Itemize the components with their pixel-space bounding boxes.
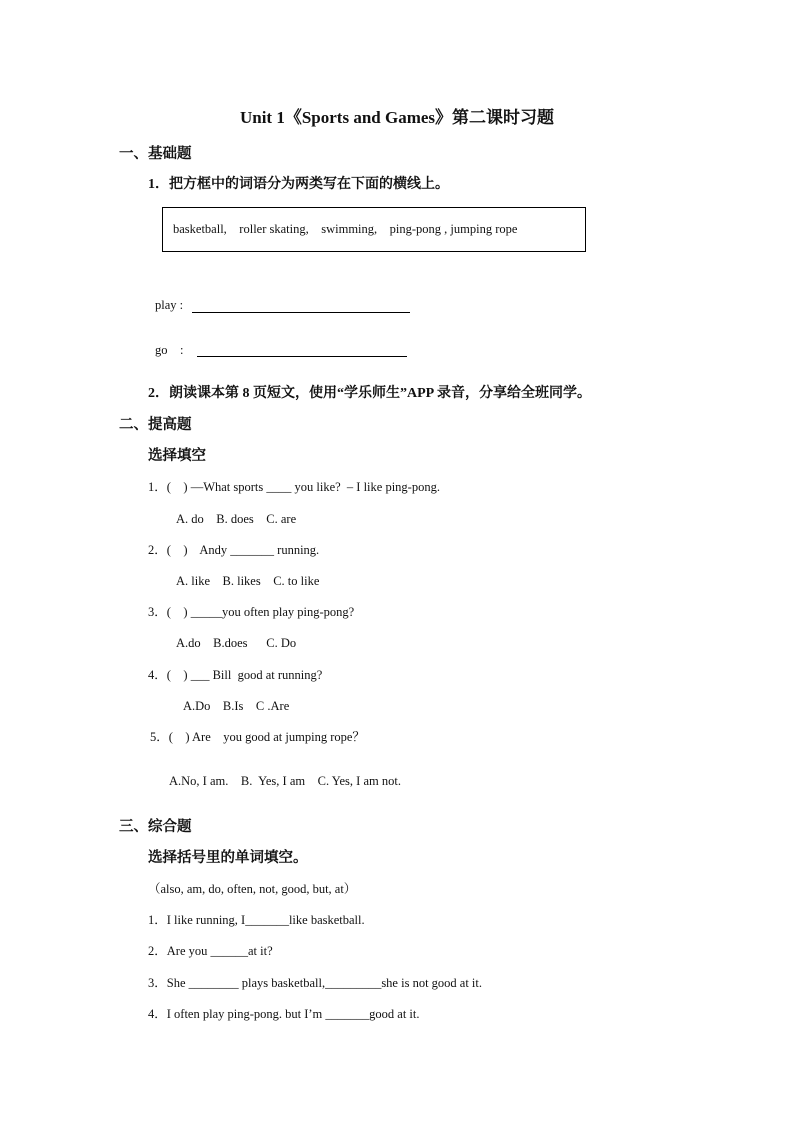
word-box-text: basketball, roller skating, swimming, ping-pong , jumping rope: [173, 222, 518, 236]
section3-subheading: 选择括号里的单词填空。: [148, 850, 308, 866]
fill-in-question: 3．She ________ plays basketball,_________she is not good at it.: [148, 976, 483, 990]
fill-in-question: 2．Are you ______at it?: [148, 944, 273, 958]
section1-heading: 一、基础题: [119, 146, 192, 162]
page-title: Unit 1《Sports and Games》第二课时习题: [239, 108, 555, 127]
go-answer-line[interactable]: [197, 356, 407, 357]
choice-options: A.do B.does C. Do: [176, 636, 297, 650]
fill-in-question: 4．I often play ping-pong. but I’m _______good at it.: [148, 1007, 420, 1021]
section2-subheading: 选择填空: [148, 448, 206, 464]
word-bank: （also, am, do, often, not, good, but, at）: [148, 882, 357, 896]
choice-question: 3．( ) _____you often play ping-pong?: [148, 605, 355, 619]
choice-options: A.Do B.Is C .Are: [183, 699, 290, 713]
section3-heading: 三、综合题: [119, 819, 192, 835]
choice-options: A.No, I am. B. Yes, I am C. Yes, I am not.: [169, 774, 401, 788]
section1-question-2: 2．朗读课本第 8 页短文，使用“学乐师生”APP 录音，分享给全班同学。: [148, 386, 591, 401]
choice-question: 4．( ) ___ Bill good at running?: [148, 668, 323, 682]
play-answer-line[interactable]: [192, 312, 410, 313]
word-box: [162, 207, 586, 252]
choice-question: 1．( ) —What sports ____ you like? – I like ping-pong.: [148, 480, 440, 494]
fill-in-question: 1．I like running, I_______like basketball.: [148, 913, 365, 927]
choice-options: A. like B. likes C. to like: [176, 574, 320, 588]
choice-options: A. do B. does C. are: [176, 512, 297, 526]
section1-question-1: 1．把方框中的词语分为两类写在下面的横线上。: [148, 177, 449, 192]
go-label: go :: [155, 343, 184, 357]
choice-question: 2．( ) Andy _______ running.: [148, 543, 320, 557]
choice-question: 5．( ) Are you good at jumping rope？: [150, 730, 365, 744]
play-label: play :: [155, 298, 184, 312]
section2-heading: 二、提高题: [119, 417, 192, 433]
